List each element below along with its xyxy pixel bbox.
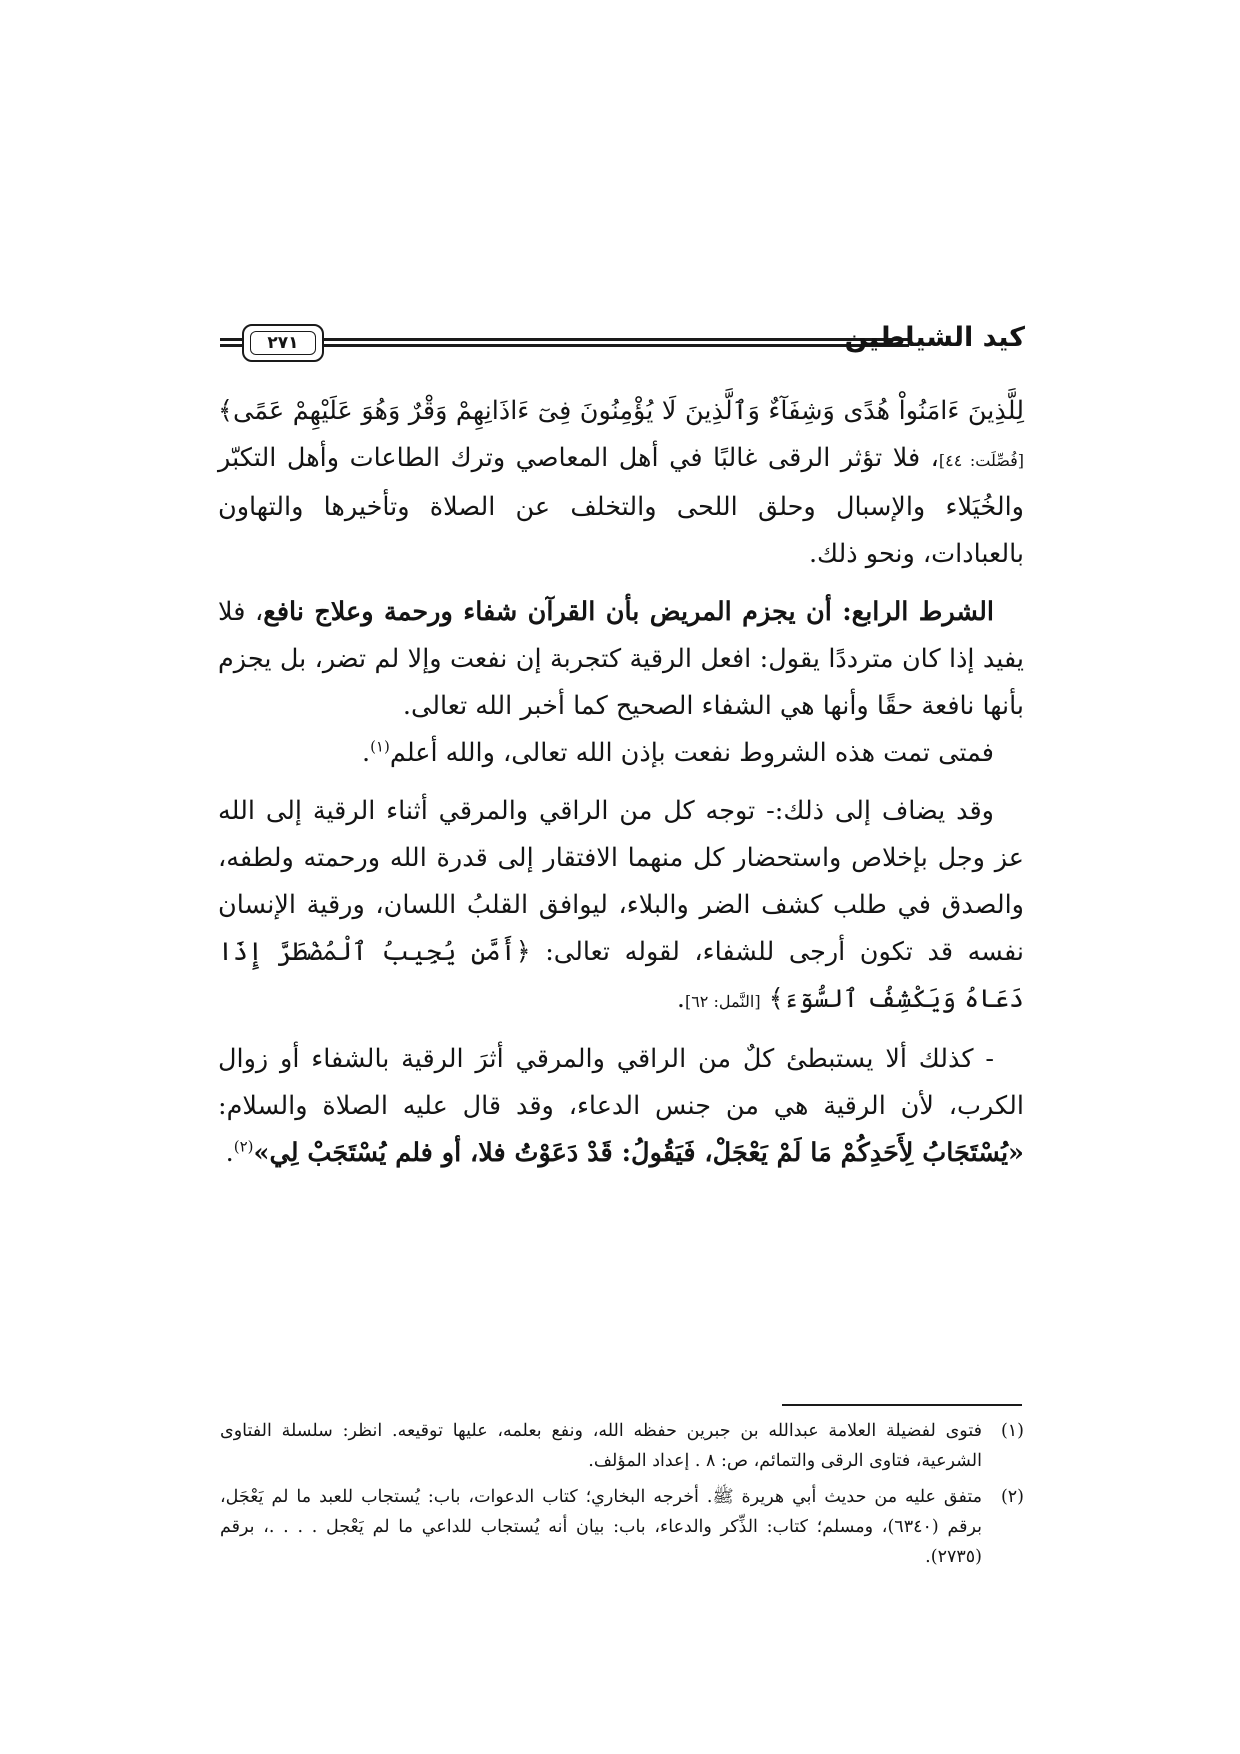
verse-reference-naml: [النَّمل: ٦٢] (684, 992, 761, 1011)
footnote-separator (782, 1404, 1022, 1406)
paragraph-1-text: ، فلا تؤثر الرقى غالبًا في أهل المعاصي وترك الطاعات وأهل التكبّر والخُيَلاء والإسبال وحلق اللحى والتخلف عن الصلاة وتأخيرها والتهاون بالعبادات، ونحو ذلك. (218, 443, 1024, 569)
paragraph-5-end: . (225, 1138, 234, 1168)
running-title: كيد الشياطين (844, 322, 1025, 353)
footnotes (220, 1416, 1024, 1578)
paragraph-5 (218, 1036, 1024, 1177)
paragraph-1 (218, 388, 1024, 578)
hadith-quote: «يُسْتَجَابُ لِأَحَدِكُمْ مَا لَمْ يَعْجَلْ، فَيَقُولُ: قَدْ دَعَوْتُ فلا، أو فلم يُسْتَجَبْ لِي» (253, 1138, 1024, 1168)
verse-reference-fussilat: [فُصِّلَت: ٤٤] (938, 451, 1025, 470)
paragraph-4-text: وقد يضاف إلى ذلك:- توجه كل من الراقي والمرقي أثناء الرقية إلى الله عز وجل بإخلاص واستحضار كل منهما الافتقار إلى قدرة الله ورحمته ولطفه، والصدق في طلب كشف الضر والبلاء، ليوافق القلبُ اللسان، ورقية الإنسان نفسه قد تكون أرجى للشفاء، لقوله تعالى: (218, 796, 1025, 967)
paragraph-3-end: . (361, 738, 371, 768)
footnote-text: فتوى لفضيلة العلامة عبدالله بن جبرين حفظه الله، ونفع بعلمه، عليها توقيعه. انظر: سلسلة الفتاوى الشرعية، فتاوى الرقى والتمائم، ص: ٨ . إعداد المؤلف. (220, 1421, 982, 1471)
footnote-number: (١) (1000, 1421, 1024, 1441)
paragraph-5-text: - كذلك ألا يستبطئ كلٌ من الراقي والمرقي أثرَ الرقية بالشفاء أو زوال الكرب، لأن الرقية هي من جنس الدعاء، وقد قال عليه الصلاة والسلام: (218, 1044, 1024, 1121)
footnote-2 (220, 1482, 1024, 1572)
main-text (218, 388, 1024, 1177)
footnote-text: متفق عليه من حديث أبي هريرة ﷺ. أخرجه البخاري؛ كتاب الدعوات، باب: يُستجاب للعبد ما لم يَعْجَل، برقم (٦٣٤٠)، ومسلم؛ كتاب: الذِّكر والدعاء، باب: بيان أنه يُستجاب للداعي ما لم يَعْجل . . . .، برقم (٢٧٣٥). (220, 1487, 982, 1567)
paragraph-4-end: . (676, 984, 685, 1014)
header-rule-left (220, 338, 242, 347)
quran-verse-naml: ﴿أَمَّن يُجِيبُ ٱلْمُضْطَرَّ إِذَا دَعَاهُ وَيَكْشِفُ ٱلسُّوٓءَ﴾ (218, 937, 1024, 1014)
paragraph-2-text: ، فلا يفيد إذا كان مترددًا يقول: افعل الرقية كتجربة إن نفعت وإلا لم تضر، بل يجزم بأنها نافعة حقًا وأنها هي الشفاء الصحيح كما أخبر الله تعالى. (218, 597, 1024, 721)
footnote-1 (220, 1416, 1024, 1476)
page-number-frame (242, 324, 324, 362)
footnote-number: (٢) (1000, 1487, 1024, 1507)
quran-verse-fussilat: لِلَّذِينَ ءَامَنُواْ هُدًى وَشِفَآءٌ وَٱلَّذِينَ لَا يُؤْمِنُونَ فِىٓ ءَاذَانِهِمْ وَقْرٌ وَهُوَ عَلَيْهِمْ عَمًى﴾ (218, 396, 1024, 426)
paragraph-2 (218, 589, 1024, 730)
paragraph-4 (218, 788, 1024, 1025)
fourth-condition-heading: الشرط الرابع: أن يجزم المريض بأن القرآن شفاء ورحمة وعلاج نافع (263, 597, 994, 627)
page-number: ٢٧١ (267, 333, 299, 353)
paragraph-3-text: فمتى تمت هذه الشروط نفعت بإذن الله تعالى، والله أعلم (389, 738, 994, 768)
footnote-marker-2[interactable]: (٢) (233, 1137, 254, 1156)
footnote-marker-1[interactable]: (١) (370, 737, 390, 756)
page-header (220, 322, 1025, 366)
header-rule (324, 338, 909, 347)
paragraph-3 (218, 730, 1024, 777)
